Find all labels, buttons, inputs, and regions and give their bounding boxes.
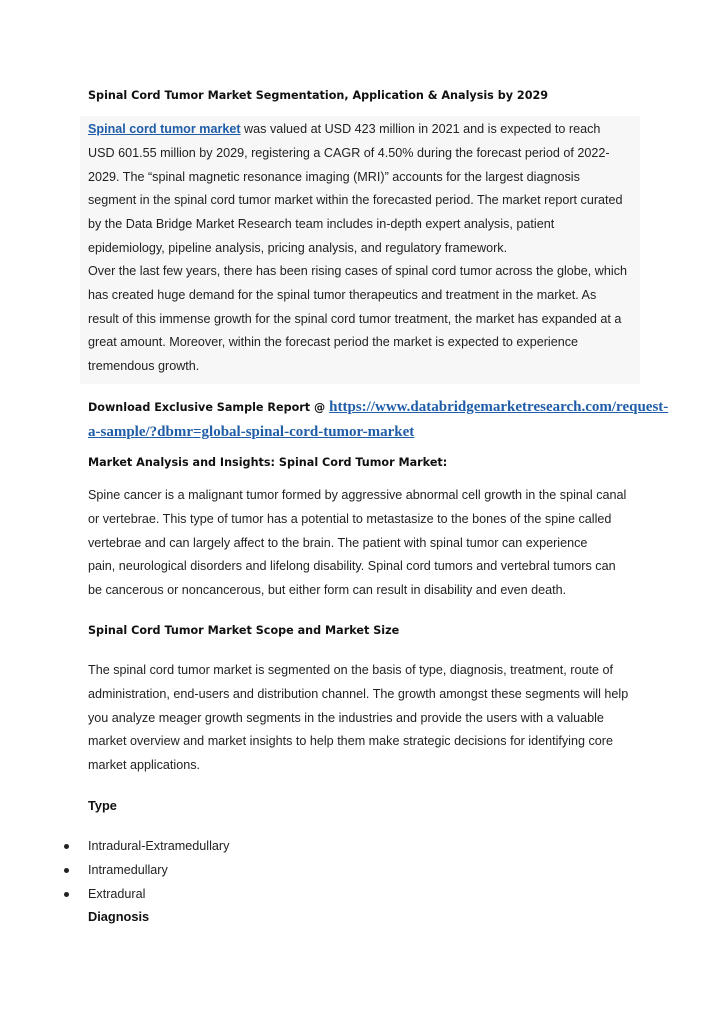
insights-line: Spine cancer is a malignant tumor formed by aggressive abnormal cell growth in the spinal canal (88, 488, 627, 502)
sample-report-link[interactable]: https://www.databridgemarketresearch.com/request- (329, 399, 669, 415)
list-item-label: Intramedullary (88, 863, 168, 877)
insights-line: or vertebrae. This type of tumor has a potential to metastasize to the bones of the spine called (88, 511, 612, 526)
scope-line: administration, end-users and distribution channel. The growth amongst these segments will help (88, 686, 629, 701)
growth-line: Over the last few years, there has been rising cases of spinal cord tumor across the globe, which (88, 264, 627, 278)
intro-line: 2029. The “spinal magnetic resonance imaging (MRI)” accounts for the largest diagnosis (88, 169, 580, 184)
download-block (88, 395, 669, 444)
market-link[interactable]: Spinal cord tumor market (88, 122, 241, 136)
scope-paragraph (88, 659, 648, 778)
insights-line: be cancerous or noncancerous, but either form can result in disability and even death. (88, 583, 567, 598)
list-item-label: Intradural-Extramedullary (88, 839, 230, 853)
intro-line: segment in the spinal cord tumor market within the forecasted period. The market report curated (88, 193, 623, 208)
list-item-label: Extradural (88, 887, 146, 901)
growth-line: tremendous growth. (88, 359, 200, 374)
growth-line: result of this immense growth for the spinal cord tumor treatment, the market has expanded at a (88, 311, 622, 326)
growth-paragraph (88, 260, 648, 379)
type-list (64, 834, 229, 906)
scope-line: market applications. (88, 758, 200, 773)
list-item (64, 834, 229, 858)
growth-line: great amount. Moreover, within the forecast period the market is expected to experience (88, 335, 579, 350)
list-item (64, 858, 229, 882)
bullet-icon (64, 868, 69, 873)
growth-line: has created huge demand for the spinal tumor therapeutics and treatment in the market. As (88, 287, 597, 302)
intro-line: by the Data Bridge Market Research team includes in-depth expert analysis, patient (88, 217, 555, 232)
scope-title: Spinal Cord Tumor Market Scope and Market Size (88, 624, 400, 637)
insights-line: vertebrae and can largely affect to the brain. The patient with spinal tumor can experience (88, 535, 588, 550)
type-heading: Type (88, 798, 117, 813)
download-prefix: Download Exclusive Sample Report @ (88, 401, 330, 414)
sample-report-link-cont[interactable]: a-sample/?dbmr=global-spinal-cord-tumor-market (88, 424, 415, 440)
insights-line: pain, neurological disorders and lifelong disability. Spinal cord tumors and vertebral tumors can (88, 559, 616, 574)
diagnosis-heading: Diagnosis (88, 909, 150, 924)
intro-paragraph (88, 118, 648, 261)
intro-line: USD 601.55 million by 2029, registering a CAGR of 4.50% during the forecast period of 2022- (88, 145, 610, 160)
bullet-icon (64, 844, 69, 849)
insights-title: Market Analysis and Insights: Spinal Cord Tumor Market: (88, 456, 448, 469)
scope-line: you analyze meager growth segments in the industries and provide the users with a valuable (88, 710, 604, 725)
insights-paragraph (88, 484, 648, 603)
scope-line: market overview and market insights to help them make strategic decisions for identifying core (88, 734, 613, 749)
intro-line-0 (88, 118, 648, 142)
bullet-icon (64, 892, 69, 897)
page-title: Spinal Cord Tumor Market Segmentation, Application & Analysis by 2029 (88, 89, 549, 102)
list-item (64, 882, 229, 906)
intro-text: was valued at USD 423 million in 2021 and is expected to reach (240, 122, 601, 136)
scope-line: The spinal cord tumor market is segmented on the basis of type, diagnosis, treatment, route of (88, 663, 614, 677)
intro-line: epidemiology, pipeline analysis, pricing analysis, and regulatory framework. (88, 240, 508, 255)
